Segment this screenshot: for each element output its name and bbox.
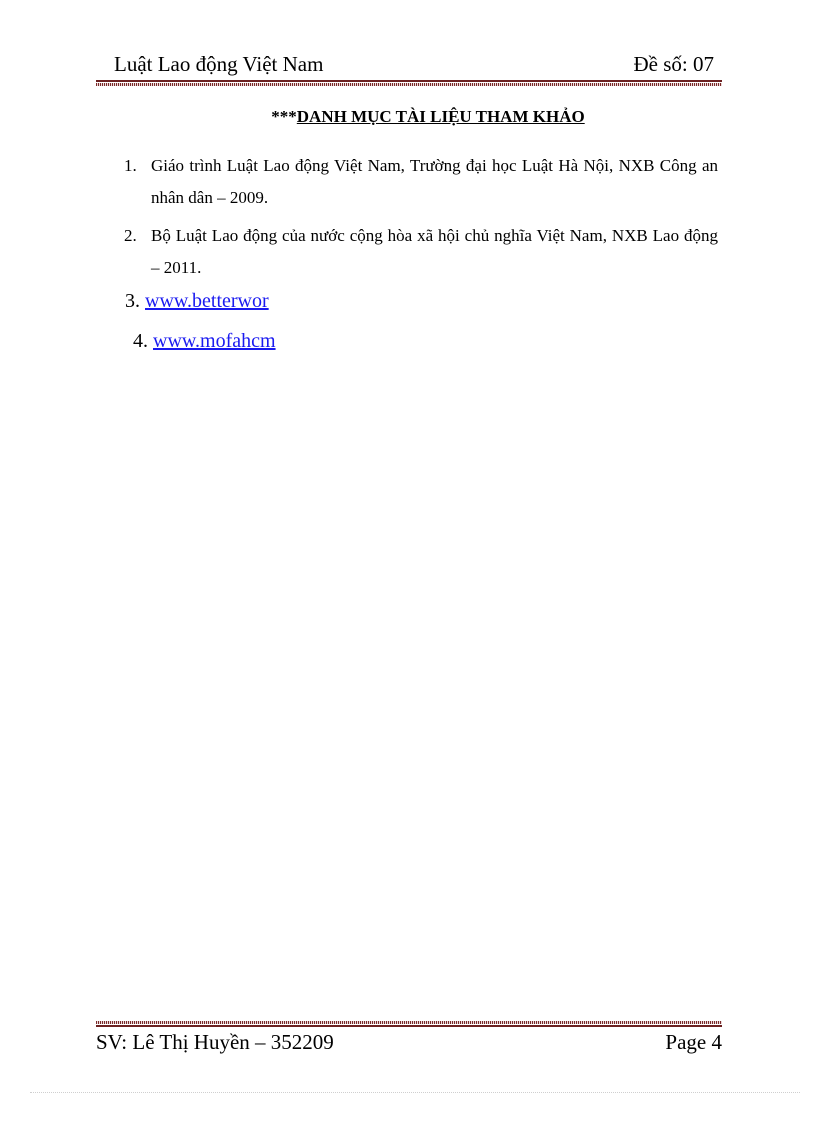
title-prefix: *** bbox=[271, 107, 297, 126]
reference-item-3 bbox=[125, 290, 269, 313]
reference-number: 4. bbox=[133, 330, 148, 352]
reference-text: Bộ Luật Lao động của nước cộng hòa xã hội chủ nghĩa Việt Nam, NXB Lao động – 2011. bbox=[151, 226, 718, 277]
reference-item-1 bbox=[124, 150, 718, 214]
reference-number: 1. bbox=[124, 156, 137, 175]
reference-number: 3. bbox=[125, 290, 140, 312]
page-footer bbox=[96, 1030, 722, 1058]
page-number: Page 4 bbox=[665, 1030, 722, 1054]
reference-text: Giáo trình Luật Lao động Việt Nam, Trường đại học Luật Hà Nội, NXB Công an nhân dân – 2009. bbox=[151, 156, 718, 207]
title-text: DANH MỤC TÀI LIỆU THAM KHẢO bbox=[296, 107, 585, 126]
header-title: Luật Lao động Việt Nam bbox=[114, 52, 324, 76]
reference-link[interactable]: www.betterwor bbox=[145, 290, 269, 312]
page-header bbox=[96, 52, 722, 80]
reference-link[interactable]: www.mofahcm bbox=[153, 330, 276, 352]
footer-divider bbox=[96, 1021, 722, 1027]
page-bottom-edge bbox=[30, 1092, 800, 1093]
footer-author: SV: Lê Thị Huyền – 352209 bbox=[96, 1030, 334, 1054]
section-title bbox=[96, 107, 722, 127]
header-divider bbox=[96, 80, 722, 86]
header-exam-number: Đề số: 07 bbox=[633, 52, 714, 76]
reference-number: 2. bbox=[124, 226, 137, 245]
reference-item-4 bbox=[133, 330, 276, 353]
reference-item-2 bbox=[124, 220, 718, 284]
